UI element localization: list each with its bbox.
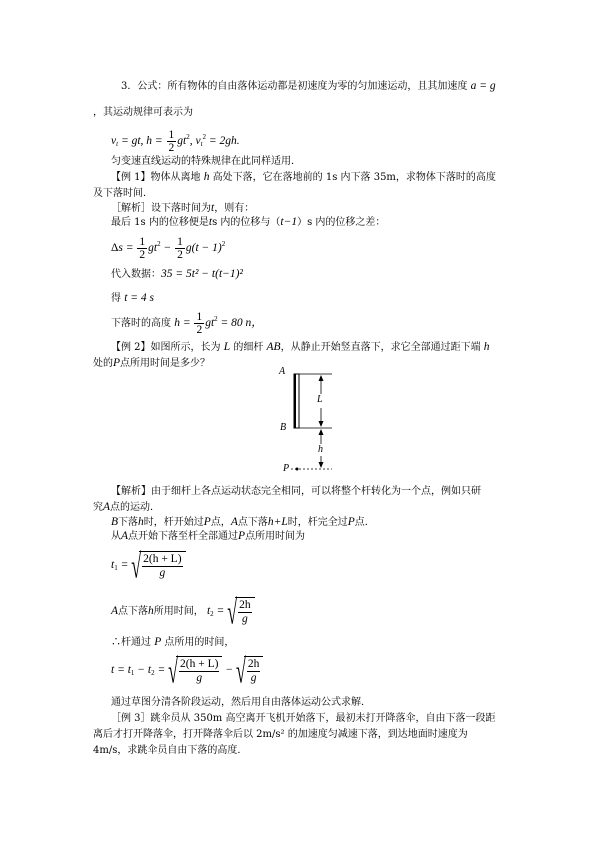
solution-1-displacement: 最后 1s 内的位移便是ts 内的位移与（t−1）s 内的位移之差： xyxy=(111,216,386,228)
solution-2-line-1: 【解析】由于细杆上各点运动状态完全相同，可以将整个杆转化为一个点，例如只研 xyxy=(111,486,481,497)
example-1-line-2: 及下落时间． xyxy=(93,188,153,199)
label-A: A xyxy=(279,366,286,377)
label-h: h xyxy=(318,444,323,455)
example-2-line-1: 【例 2】如图所示，长为 L 的细杆 AB，从静止开始竖直落下，求它全部通过距下端 h xyxy=(111,341,490,353)
label-P: P xyxy=(283,463,290,474)
t1-formula: $t_1$ = √ $\frac{2(h + L)}{g}$ xyxy=(111,551,186,580)
label-L: L xyxy=(317,394,323,405)
height-result: 下落时的高度 h = $\frac{1}{2}$ $gt^2 = 80$ n， xyxy=(111,310,263,336)
formula-intro-text: 3．公式：所有物体的自由落体运动都是初速度为零的匀加速运动，且其加速度 xyxy=(121,81,468,92)
sketch-note: 通过草图分清各阶段运动，然后用自由落体运动公式求解． xyxy=(111,697,371,708)
rod-figure xyxy=(277,366,357,476)
kinematic-formulas: $v_t$ = gt, h = $\frac{1}{2}$ $gt^2$, $v_t^2 = 2gh$. xyxy=(111,128,240,154)
half-fraction: $\frac{1}{2}$ xyxy=(168,128,175,154)
rod-diagram xyxy=(277,366,357,476)
solution-1-intro: ［解析］设下落时间为t，则有： xyxy=(111,202,255,214)
example-2-line-2: 处的P点所用时间是多少？ xyxy=(93,357,211,369)
label-B: B xyxy=(280,422,287,433)
therefore-line: ∴杆通过 P 点所用的时间， xyxy=(111,636,235,648)
solution-2-line-3: B下落h时，杆开始过P点，A点下落h+L时，杆完全过P点． xyxy=(111,516,375,528)
formula-intro xyxy=(121,80,496,93)
solution-2-line-4: 从A点开始下落至杆全部通过P点所用时间为 xyxy=(111,530,306,542)
formula-intro-cont: ，其运动规律可表示为 xyxy=(93,107,193,118)
example-3-line-3: 4m/s，求跳伞员自由下落的高度． xyxy=(93,745,248,756)
acceleration-eq: a = g xyxy=(470,80,496,92)
solution-2-line-2: 究A点的运动． xyxy=(93,501,161,513)
result-t: 得 t = 4 s xyxy=(111,292,154,304)
t2-formula: A点下落h所用时间， $t_2$ = √ $\frac{2h}{g}$ xyxy=(111,597,255,626)
example-3-line-2: 离后才打开降落伞，打开降落伞后以 2m/s² 的加速度匀减速下落，到达地面时速度为 xyxy=(93,729,468,740)
example-1-line-1: 【例 1】物体从离地 h 高处下落，它在落地前的 1s 内下落 35m，求物体下落时的高度 xyxy=(111,171,496,183)
substitution-line: 代入数据：35 = 5t² − t(t−1)² xyxy=(111,268,243,280)
time-difference-formula: $t = t_1 - t_2$ = √ $\frac{2(h + L)}{g}$ − √ $\frac{2h}{g}$ xyxy=(111,656,263,685)
uniform-accel-note: 匀变速直线运动的特殊规律在此同样适用． xyxy=(111,156,301,167)
example-3-line-1: ［例 3］跳伞员从 350m 高空离开飞机开始落下，最初未打开降落伞，自由下落一段距 xyxy=(111,713,496,724)
delta-s-equation: Δs = $\frac{1}{2}$ $gt^2$ − $\frac{1}{2}$ $g(t - 1)^2$ xyxy=(111,235,226,261)
